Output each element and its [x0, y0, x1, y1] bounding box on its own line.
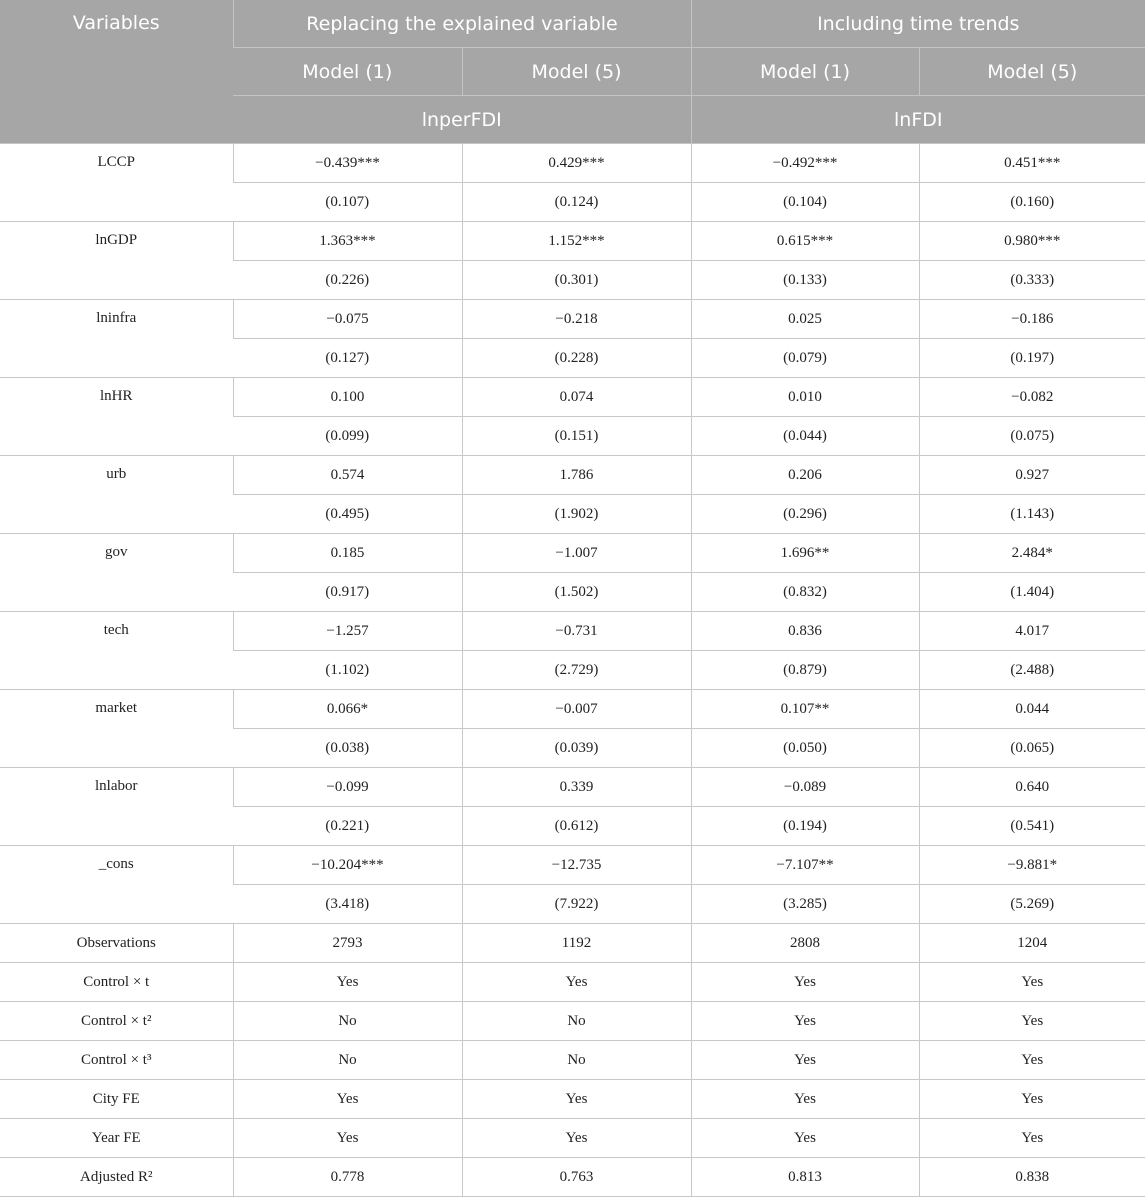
standard-error-cell: (0.124) — [462, 183, 691, 222]
table-row — [0, 378, 1145, 417]
coefficient-cell: 1.363*** — [233, 222, 462, 261]
coefficient-cell: −0.082 — [919, 378, 1145, 417]
statistic-value: Yes — [462, 963, 691, 1002]
standard-error-cell: (1.404) — [919, 573, 1145, 612]
statistic-value: Yes — [691, 1119, 919, 1158]
statistic-label: Adjusted R² — [0, 1158, 233, 1197]
coefficient-cell: −7.107** — [691, 846, 919, 885]
standard-error-cell: (0.065) — [919, 729, 1145, 768]
standard-error-cell: (0.151) — [462, 417, 691, 456]
standard-error-cell: (0.079) — [691, 339, 919, 378]
statistic-value: 2808 — [691, 924, 919, 963]
standard-error-cell: (0.038) — [233, 729, 462, 768]
coefficient-cell: −0.492*** — [691, 144, 919, 183]
coefficient-cell: −0.186 — [919, 300, 1145, 339]
standard-error-cell: (1.143) — [919, 495, 1145, 534]
coefficient-cell: −1.007 — [462, 534, 691, 573]
standard-error-cell: (1.902) — [462, 495, 691, 534]
statistic-value: 2793 — [233, 924, 462, 963]
statistic-value: 0.838 — [919, 1158, 1145, 1197]
standard-error-cell: (0.133) — [691, 261, 919, 300]
statistic-label: Year FE — [0, 1119, 233, 1158]
statistic-value: Yes — [919, 1002, 1145, 1041]
statistic-value: 1204 — [919, 924, 1145, 963]
statistic-value: Yes — [691, 1002, 919, 1041]
standard-error-cell: (7.922) — [462, 885, 691, 924]
statistic-value: No — [462, 1041, 691, 1080]
coefficient-cell: 0.044 — [919, 690, 1145, 729]
variable-label: lnlabor — [0, 768, 233, 846]
table-row — [0, 768, 1145, 807]
coefficient-cell: 1.786 — [462, 456, 691, 495]
coefficient-cell: 0.206 — [691, 456, 919, 495]
standard-error-cell: (0.039) — [462, 729, 691, 768]
standard-error-cell: (0.296) — [691, 495, 919, 534]
model-header: Model (1) — [233, 48, 462, 96]
coefficient-cell: 0.574 — [233, 456, 462, 495]
standard-error-cell: (2.488) — [919, 651, 1145, 690]
standard-error-cell: (0.226) — [233, 261, 462, 300]
coefficient-cell: 1.152*** — [462, 222, 691, 261]
variables-header: Variables — [0, 0, 233, 144]
coefficient-cell: −0.089 — [691, 768, 919, 807]
statistic-value: Yes — [691, 1080, 919, 1119]
variable-label: LCCP — [0, 144, 233, 222]
statistic-value: Yes — [233, 1119, 462, 1158]
table-row — [0, 846, 1145, 885]
coefficient-cell: 0.066* — [233, 690, 462, 729]
model-header: Model (5) — [919, 48, 1145, 96]
standard-error-cell: (0.612) — [462, 807, 691, 846]
coefficient-cell: −12.735 — [462, 846, 691, 885]
standard-error-cell: (0.879) — [691, 651, 919, 690]
statistic-value: Yes — [462, 1080, 691, 1119]
standard-error-cell: (0.301) — [462, 261, 691, 300]
standard-error-cell: (2.729) — [462, 651, 691, 690]
standard-error-cell: (0.044) — [691, 417, 919, 456]
statistic-value: No — [462, 1002, 691, 1041]
dependent-variable-header: lnFDI — [691, 96, 1145, 144]
statistic-value: 0.778 — [233, 1158, 462, 1197]
coefficient-cell: 0.010 — [691, 378, 919, 417]
table-row — [0, 1158, 1145, 1197]
standard-error-cell: (3.285) — [691, 885, 919, 924]
coefficient-cell: 0.429*** — [462, 144, 691, 183]
standard-error-cell: (0.107) — [233, 183, 462, 222]
coefficient-cell: 0.074 — [462, 378, 691, 417]
statistic-label: Control × t² — [0, 1002, 233, 1041]
coefficient-cell: −1.257 — [233, 612, 462, 651]
table-row — [0, 924, 1145, 963]
table-row — [0, 1041, 1145, 1080]
standard-error-cell: (1.502) — [462, 573, 691, 612]
standard-error-cell: (0.075) — [919, 417, 1145, 456]
standard-error-cell: (1.102) — [233, 651, 462, 690]
statistic-value: 0.763 — [462, 1158, 691, 1197]
model-header: Model (5) — [462, 48, 691, 96]
coefficient-cell: 0.836 — [691, 612, 919, 651]
group-header-time-trends: Including time trends — [691, 0, 1145, 48]
coefficient-cell: 4.017 — [919, 612, 1145, 651]
coefficient-cell: 0.640 — [919, 768, 1145, 807]
coefficient-cell: −0.218 — [462, 300, 691, 339]
statistic-value: Yes — [919, 963, 1145, 1002]
table-row — [0, 612, 1145, 651]
dependent-variable-header: lnperFDI — [233, 96, 691, 144]
table-row — [0, 963, 1145, 1002]
standard-error-cell: (3.418) — [233, 885, 462, 924]
coefficient-cell: 0.927 — [919, 456, 1145, 495]
variable-label: market — [0, 690, 233, 768]
statistic-label: City FE — [0, 1080, 233, 1119]
table-row — [0, 456, 1145, 495]
coefficient-cell: 0.185 — [233, 534, 462, 573]
coefficient-cell: −10.204*** — [233, 846, 462, 885]
statistic-label: Observations — [0, 924, 233, 963]
statistic-value: Yes — [462, 1119, 691, 1158]
statistic-value: Yes — [919, 1041, 1145, 1080]
standard-error-cell: (0.221) — [233, 807, 462, 846]
table-row — [0, 1002, 1145, 1041]
table-row — [0, 534, 1145, 573]
table-row — [0, 690, 1145, 729]
group-header-replacing: Replacing the explained variable — [233, 0, 691, 48]
statistic-value: Yes — [691, 1041, 919, 1080]
standard-error-cell: (0.333) — [919, 261, 1145, 300]
variable-label: gov — [0, 534, 233, 612]
statistic-value: Yes — [233, 963, 462, 1002]
coefficient-cell: 2.484* — [919, 534, 1145, 573]
coefficient-cell: 0.100 — [233, 378, 462, 417]
variable-label: lnHR — [0, 378, 233, 456]
standard-error-cell: (0.832) — [691, 573, 919, 612]
table-row — [0, 222, 1145, 261]
model-header: Model (1) — [691, 48, 919, 96]
statistic-value: Yes — [919, 1080, 1145, 1119]
standard-error-cell: (0.194) — [691, 807, 919, 846]
table-row — [0, 1119, 1145, 1158]
statistic-value: No — [233, 1041, 462, 1080]
coefficient-cell: 0.615*** — [691, 222, 919, 261]
statistic-label: Control × t — [0, 963, 233, 1002]
coefficient-cell: −0.731 — [462, 612, 691, 651]
standard-error-cell: (0.127) — [233, 339, 462, 378]
standard-error-cell: (0.495) — [233, 495, 462, 534]
table-row — [0, 300, 1145, 339]
coefficient-cell: −0.007 — [462, 690, 691, 729]
table-row — [0, 144, 1145, 183]
variable-label: lnGDP — [0, 222, 233, 300]
statistic-value: Yes — [919, 1119, 1145, 1158]
standard-error-cell: (0.050) — [691, 729, 919, 768]
statistic-label: Control × t³ — [0, 1041, 233, 1080]
coefficient-cell: 0.025 — [691, 300, 919, 339]
standard-error-cell: (0.228) — [462, 339, 691, 378]
variable-label: lninfra — [0, 300, 233, 378]
coefficient-cell: 1.696** — [691, 534, 919, 573]
standard-error-cell: (0.541) — [919, 807, 1145, 846]
coefficient-cell: −9.881* — [919, 846, 1145, 885]
variable-label: urb — [0, 456, 233, 534]
statistic-value: No — [233, 1002, 462, 1041]
statistic-value: Yes — [691, 963, 919, 1002]
coefficient-cell: −0.099 — [233, 768, 462, 807]
coefficient-cell: 0.339 — [462, 768, 691, 807]
standard-error-cell: (0.099) — [233, 417, 462, 456]
standard-error-cell: (0.160) — [919, 183, 1145, 222]
coefficient-cell: −0.439*** — [233, 144, 462, 183]
coefficient-cell: 0.980*** — [919, 222, 1145, 261]
statistic-value: 1192 — [462, 924, 691, 963]
coefficient-cell: −0.075 — [233, 300, 462, 339]
table-row — [0, 1080, 1145, 1119]
table-body — [0, 144, 1145, 1197]
coefficient-cell: 0.107** — [691, 690, 919, 729]
variable-label: _cons — [0, 846, 233, 924]
statistic-value: Yes — [233, 1080, 462, 1119]
standard-error-cell: (0.197) — [919, 339, 1145, 378]
table-header — [0, 0, 1145, 144]
standard-error-cell: (0.104) — [691, 183, 919, 222]
statistic-value: 0.813 — [691, 1158, 919, 1197]
standard-error-cell: (0.917) — [233, 573, 462, 612]
variable-label: tech — [0, 612, 233, 690]
coefficient-cell: 0.451*** — [919, 144, 1145, 183]
standard-error-cell: (5.269) — [919, 885, 1145, 924]
